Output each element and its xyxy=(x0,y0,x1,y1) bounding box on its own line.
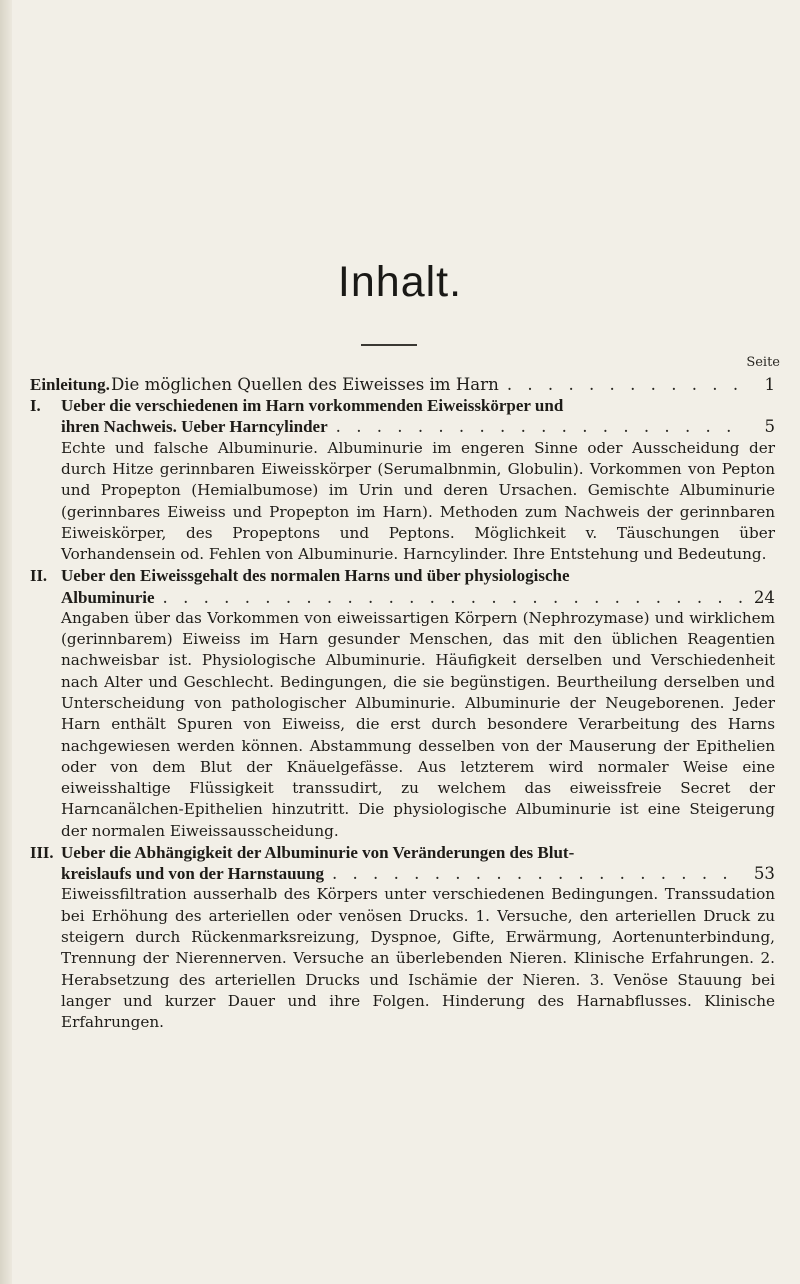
toc-entry-chapter-3 xyxy=(30,842,775,1033)
intro-text: Die möglichen Quellen des Eiweisses im Harn xyxy=(110,375,499,394)
chapter-title-line1: Ueber den Eiweissgehalt des normalen Harns und über physiologische xyxy=(61,566,570,586)
table-of-contents xyxy=(30,374,775,1034)
page-edge-shadow xyxy=(0,0,12,1284)
chapter-description: Echte und falsche Albuminurie. Albuminurie im engeren Sinne oder Ausscheidung der durch Hitze gerinnbaren Eiweisskörper (Serumalbnmin, Globulin). Vorkommen von Pepton und Propepton (Hemialbumose) im Urin und deren Ursachen. Gemischte Albuminurie (gerinnbares Eiweiss und Propepton im Harn). Methoden zum Nachweis der gerinnbaren Eiweiskörper, des Propeptons und Peptons. Möglichkeit v. Täuschungen über Vorhandensein od. Fehlen von Albuminurie. Harncylinder. Ihre Entstehung und Bedeutung. xyxy=(61,438,775,564)
chapter-title-line1: Ueber die Abhängigkeit der Albuminurie von Veränderungen des Blut- xyxy=(61,843,575,863)
chapter-number: I. xyxy=(30,396,41,416)
seite-column-label: Seite xyxy=(746,355,780,370)
chapter-number: II. xyxy=(30,566,48,586)
toc-entry-chapter-2 xyxy=(30,565,775,842)
chapter-description: Eiweissfiltration ausserhalb des Körpers unter verschiedenen Bedingungen. Transsudation bei Erhöhung des arteriellen oder venösen Drucks. 1. Versuche, den arteriellen Druck zu steigern durch Rückenmarksreizung, Dyspnoe, Gifte, Erwärmung, Aortenunterbindung, Trennung der Nierennerven. Versuche an überlebenden Nieren. Klinische Erfahrungen. 2. Herabsetzung des arteriellen Drucks und Ischämie der Nieren. 3. Venöse Stauung bei langer und kurzer Dauer und ihre Folgen. Hinderung des Harnabflusses. Klinische Erfahrungen. xyxy=(61,885,775,1032)
chapter-title-line2: ihren Nachweis. Ueber Harncylinder xyxy=(61,417,328,437)
chapter-page-number: 53 xyxy=(753,864,775,884)
leader-dots xyxy=(336,416,743,437)
chapter-page-number: 24 xyxy=(753,587,775,607)
chapter-page-number: 5 xyxy=(764,417,775,437)
intro-label: Einleitung. xyxy=(30,375,110,394)
chapter-description: Angaben über das Vorkommen von eiweissartigen Körpern (Nephrozymase) und wirklichem (gerinnbarem) Eiweiss im Harn gesunder Menschen, das mit den üblichen Reagentien nachweisbar ist. Physiologische Albuminurie. Häufigkeit derselben und Verschiedenheit nach Alter und Geschlecht. Bedingungen, die sie begünstigen. Beurtheilung derselben und Unterscheidung von pathologischer Albuminurie. Albuminurie der Neugeborenen. Jeder Harn enthält Spuren von Eiweiss, die erst durch besondere Verarbeitung des Harns nachgewiesen werden können. Abstammung desselben von der Mauserung der Epithelien oder von dem Blut der Knäuelgefässe. Aus letzterem wird normaler Weise eine eiweisshaltige Flüssigkeit transsudirt, zu welchem das eiweissfreie Secret der Harncanälchen-Epithelien hinzutritt. Die physiologische Albuminurie ist eine Steigerung der normalen Eiweissausscheidung. xyxy=(61,608,775,840)
leader-dots xyxy=(163,587,743,608)
chapter-title-line2: Albuminurie xyxy=(61,587,155,607)
chapter-title-line1: Ueber die verschiedenen im Harn vorkommenden Eiweisskörper und xyxy=(61,396,564,416)
chapter-title-line2: kreislaufs und von der Harnstauung xyxy=(61,864,324,884)
page-title: Inhalt. xyxy=(337,258,463,306)
title-rule xyxy=(361,344,417,346)
intro-page-number: 1 xyxy=(764,375,775,394)
toc-entry-chapter-1 xyxy=(30,395,775,565)
leader-dots xyxy=(332,863,743,884)
chapter-number: III. xyxy=(30,843,54,863)
toc-entry-intro xyxy=(30,374,775,395)
leader-dots xyxy=(507,374,743,395)
